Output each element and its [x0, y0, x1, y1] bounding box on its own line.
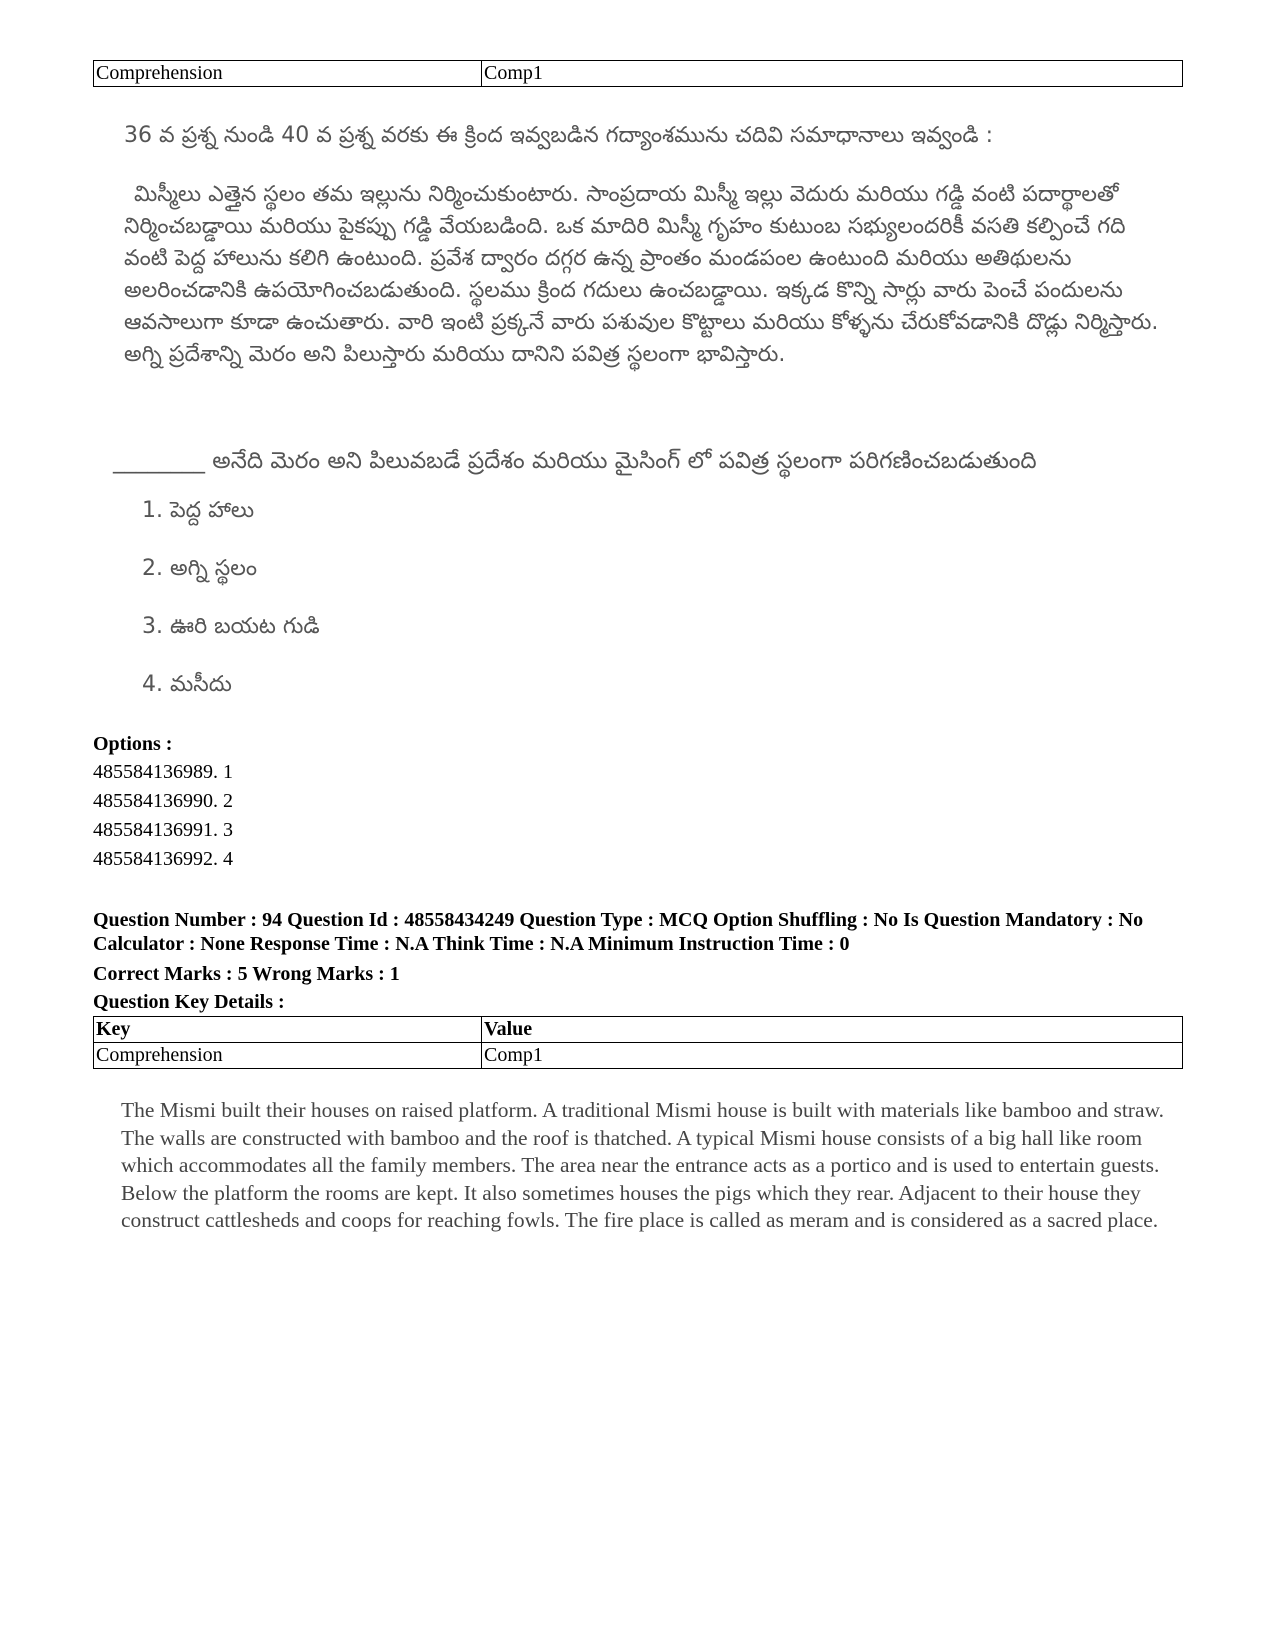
instruction-text: 36 వ ప్రశ్న నుండి 40 వ ప్రశ్న వరకు ఈ క్రింద ఇవ్వబడిన గద్యాంశమును చదివి సమాధానాలు ఇవ్వండి : [124, 123, 994, 148]
comprehension-table [93, 60, 1183, 87]
choice-item: 1. పెద్ద హాలు [142, 498, 255, 523]
key-details-title: Question Key Details : [93, 991, 285, 1013]
choice-item: 2. అగ్ని స్థలం [142, 556, 257, 581]
telugu-section [93, 87, 1183, 728]
options-title: Options : [93, 733, 173, 755]
option-line: 485584136991. 3 [93, 819, 233, 841]
english-passage: The Mismi built their houses on raised platform. A traditional Mismi house is built with materials like bamboo and straw. The walls are constructed with bamboo and the roof is thatched. A typical Mismi house consists of a big hall like room which accommodates all the family members. The area near the entrance acts as a portico and is used to entertain guests. Below the platform the rooms are kept. It also sometimes houses the pigs which they rear. Adjacent to their house they construct cattlesheds and coops for reaching fowls. The fire place is called as meram and is considered as a sacred place. [121, 1098, 1165, 1232]
table-row [94, 61, 1183, 87]
marks-line: Correct Marks : 5 Wrong Marks : 1 [93, 963, 400, 985]
table-cell-value: Comp1 [482, 1043, 1183, 1069]
option-line: 485584136990. 2 [93, 790, 233, 812]
question-text: ________ అనేది మెరం అని పిలువబడే ప్రదేశం మరియు మైసింగ్ లో పవిత్ర స్థలంగా పరిగణించబడుతుంది [113, 448, 1037, 474]
option-line: 485584136992. 4 [93, 848, 233, 870]
table-row [94, 1043, 1183, 1069]
choice-list [93, 496, 1183, 728]
telugu-passage: మిస్మీలు ఎత్తైన స్థలం తమ ఇల్లును నిర్మించుకుంటారు. సాంప్రదాయ మిస్మీ ఇల్లు వెదురు మరియు గడ్డి వంటి పదార్థాలతో నిర్మించబడ్డాయి మరియు పైకప్పు గడ్డి వేయబడింది. ఒక మాదిరి మిస్మీ గృహం కుటుంబ సభ్యులందరికీ వసతి కల్పించే గది వంటి పెద్ద హాలును కలిగి ఉంటుంది. ప్రవేశ ద్వారం దగ్గర ఉన్న ప్రాంతం మండపంల ఉంటుంది మరియు అతిథులను అలరించడానికి ఉపయోగించబడుతుంది. స్థలము క్రింద గదులు ఉంచబడ్డాయి. ఇక్కడ కొన్ని సార్లు వారు పెంచే పందులను ఆవసాలుగా కూడా ఉంచుతారు. వారి ఇంటి ప్రక్కనే వారు పశువుల కొట్టాలు మరియు కోళ్ళను చేరుకోవడానికి దొడ్లు నిర్మిస్తారు. అగ్ని ప్రదేశాన్ని మెరం అని పిలుస్తారు మరియు దానిని పవిత్ర స్థలంగా భావిస్తారు. [124, 182, 1159, 367]
header-value: Value [482, 1017, 1183, 1043]
choice-item: 3. ఊరి బయట గుడి [142, 614, 320, 639]
choice-item: 4. మసీదు [142, 672, 232, 697]
option-line: 485584136989. 1 [93, 761, 233, 783]
table-header-row [94, 1017, 1183, 1043]
question-page [93, 60, 1183, 1235]
header-key: Key [94, 1017, 482, 1043]
table-cell-key: Comprehension [94, 61, 482, 87]
question-meta: Question Number : 94 Question Id : 48558434249 Question Type : MCQ Option Shuffling : No Is Question Mandatory : No Calculator : None Response Time : N.A Think Time : N.A Minimum Instruction Time : 0 [93, 909, 1144, 955]
table-cell-value: Comp1 [482, 61, 1183, 87]
table-cell-key: Comprehension [94, 1043, 482, 1069]
key-details-table [93, 1016, 1183, 1069]
